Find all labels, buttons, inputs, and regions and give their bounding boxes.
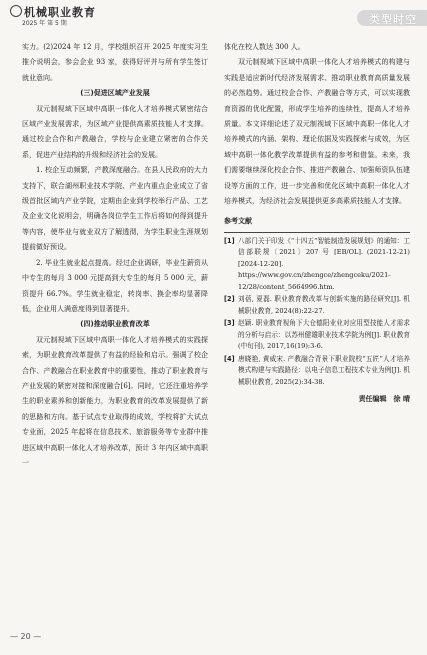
reference-item (224, 354, 410, 389)
reference-number: [4] (224, 354, 235, 363)
responsible-editor: 责任编辑 徐 晴 (358, 395, 410, 404)
reference-text: 赵颖. 职业教育视角下大仓德阳业业对应用型技能人才需求的分析与启示：以苏州健雄职业技术学院为例[J]. 职业教育(中旬刊), 2017,16(19):3-6. (238, 319, 410, 351)
section-tab (357, 10, 427, 26)
issue-label: 2025 年 第 5 期 (22, 20, 67, 27)
reference-number: [3] (224, 319, 235, 328)
reference-number: [1] (224, 236, 235, 245)
paragraph: 实力。(2)2024 年 12 月，学校组织召开 2025 年度实习生推介说明会，参会企业 93 家，获得好评并与所有学生签订就业意向。 (22, 43, 208, 82)
paragraph: 1. 校企互动频繁，产教深度融合。在县人民政府的大力支持下，联合湖州职业技术学院、产业内重点企业成立了省级首批区域内产业学院，定期由企业到学校举行产品、工艺及企业文化说明会，明确各岗位学生工作后将如何得到提升等内容，使毕业与就业双方了解透彻，为学生职业生涯规划提前做好预设。 (22, 166, 208, 252)
reference-text: 唐晓艳, 黄威宋. 产教融合背景下职业院校“五匠”人才培养模式构建与实践路径：以电子信息工程技术专业为例[J]. 机械职业教育, 2025(2):34-38. (238, 354, 410, 386)
reference-text: 刘蓓, 夏磊. 职业教育教改革与创新实施的路径研究[J]. 机械职业教育, 2024(8):22-27. (238, 295, 410, 315)
paragraph: 双元制视域下区域中高职一体化人才培养模式紧密结合区域产业发展需求，为区域产业提供高素质技能人才支撑。通过校企合作和产教融合，学校与企业建立紧密的合作关系，促进产业结构的升级和经济社会的发展。 (22, 104, 208, 159)
reference-text: 八部门关于印发《“十四五”智能制造发展规划》的通知：工信部联规〔2021〕207 号 [EB/OL]. (2021-12-21)[2024-12-20]. https://www.gov.cn/zhengce/zhengceku/2021-12/28/content_5664996.htm. (238, 236, 410, 291)
paragraph: 体化在校人数达 300 人。 (224, 43, 305, 51)
page-number: 20 (20, 632, 31, 641)
left-column (22, 40, 208, 471)
page-footer: — 20 — (10, 632, 42, 641)
journal-name: 机械职业教育 (24, 6, 96, 19)
section-heading: (四)推动职业教育改革 (80, 320, 150, 329)
references-title: 参考文献 (224, 217, 252, 226)
paragraph: 2. 毕业生就业起点提高。经过企业调研，毕业生薪资从中专生的每月 3 000 元提高到大专生的每月 5 000 元，薪资提升 66.7%。学生就业稳定，转岗率、换企率均显著降低，企业用人满意度得到显著提升。 (22, 258, 208, 313)
references-divider (224, 232, 410, 233)
section-heading: (三)促进区域产业发展 (80, 89, 150, 98)
paragraph: 双元制视域下区域中高职一体化人才培养模式的构建与实践是适应新时代经济发展需求、推动职业教育高质量发展的必然趋势。通过校企合作、产教融合等方式，可以实现教育资源的优化配置，形成学生培养的连续性，提高人才培养质量。本文详细论述了双元制视域下区域中高职一体化人才培养模式的内涵、架构、理论依据及实践探索与成效，为区域中高职一体化教学改革提供有益的参考和借鉴。未来，我们需要继续深化校企合作、推进产教融合、加强师资队伍建设等方面的工作，进一步完善和优化区域中高职一体化人才培养模式，为经济社会发展提供更多高素质技能人才支撑。 (224, 58, 410, 206)
page-header (0, 0, 427, 30)
section-title: 类型时空 (369, 13, 417, 26)
reference-item (224, 318, 410, 353)
journal-emblem-icon (10, 5, 22, 17)
right-column (224, 40, 410, 408)
paragraph: 双元制视域下区域中高职一体化人才培养模式的实践探索，为职业教育改革提供了有益的经验和启示。强调了校企合作、产教融合在职业教育中的重要性，推动了职业教育与产业发展的紧密对接和深度融合[6]。同时，它还注重培养学生的职业素养和创新能力，为职业教育的改革发展提供了新的思路和方向。基于试点专业取得的成效，学校将扩大试点专业面，2025 年起将在信息技术、旅游服务等专业群中推进区域中高职一体化人才培养改革，预计 3 年内区域中高职一 (22, 335, 208, 467)
reference-number: [2] (224, 295, 235, 304)
reference-item (224, 294, 410, 317)
reference-item (224, 236, 410, 294)
